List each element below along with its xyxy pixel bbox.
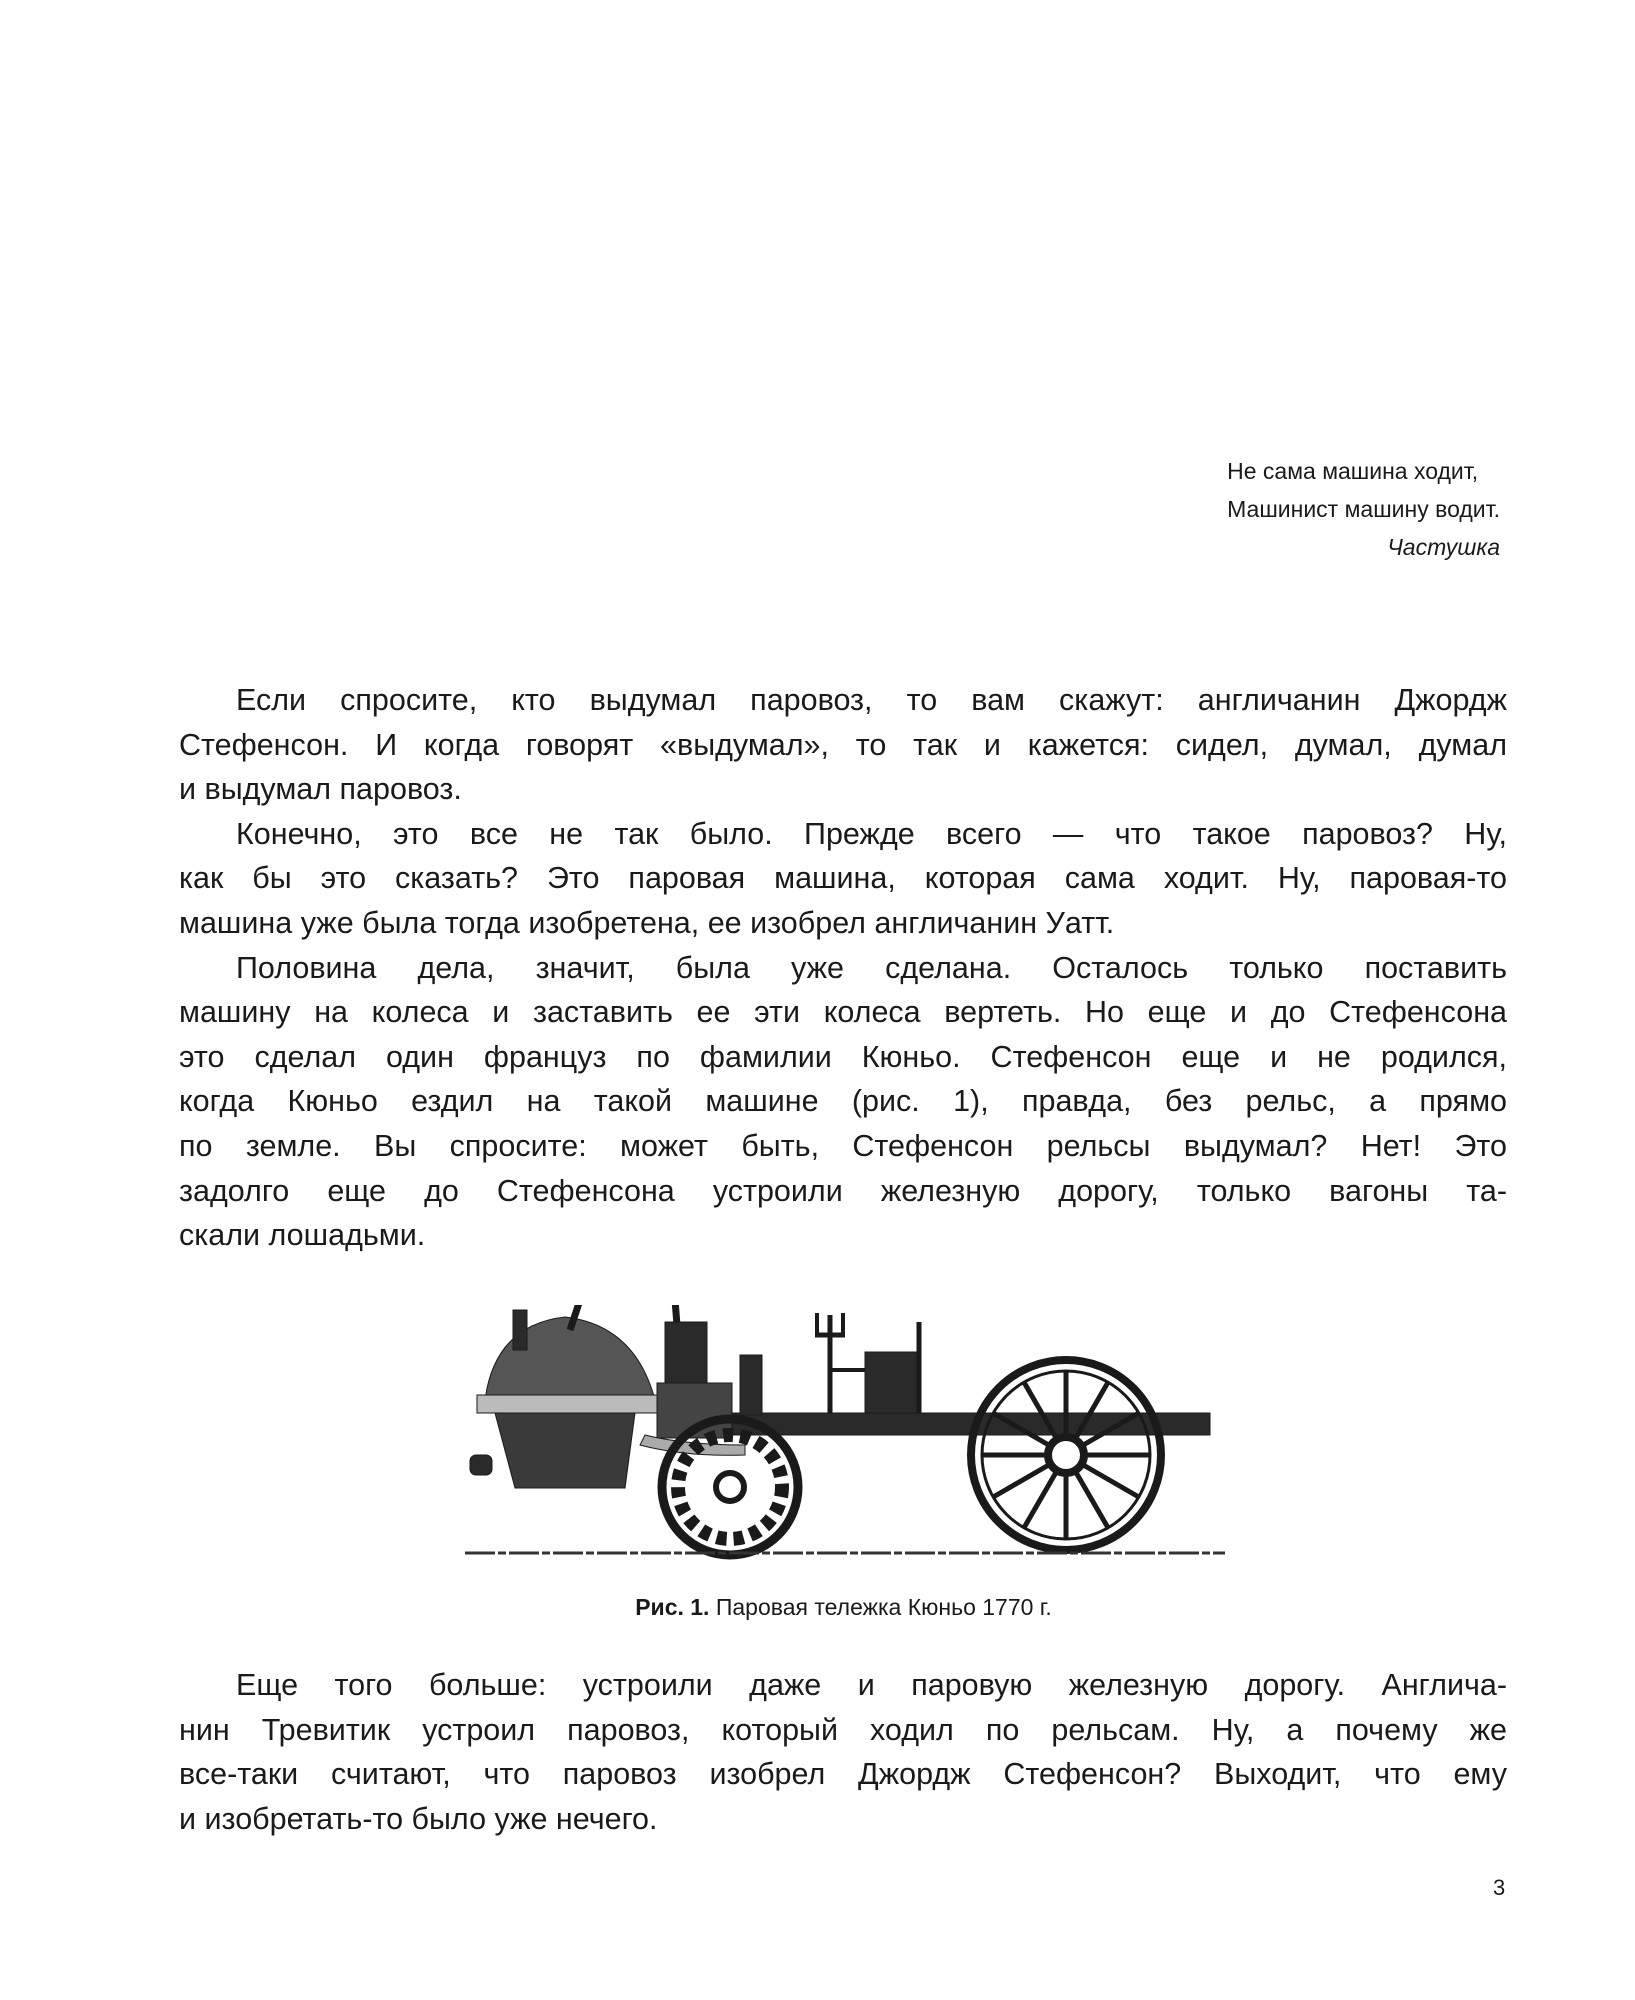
epigraph-line: Не сама машина ходит, (1227, 458, 1479, 484)
text-line: машину на колеса и заставить ее эти колеса вертеть. Но еще и до Стефенсона (179, 995, 1507, 1030)
text-line: нин Тревитик устроил паровоз, который ходил по рельсам. Ну, а почему же (179, 1712, 1507, 1747)
figure-caption-text: Паровая тележка Кюньо 1770 г. (715, 1594, 1052, 1620)
text-line: когда Кюньо ездил на такой машине (рис. 1), правда, без рельс, а прямо (179, 1084, 1507, 1119)
piston-block (740, 1355, 762, 1415)
text-line: и изобретать-то было уже нечего. (179, 1801, 658, 1836)
seat-box (865, 1352, 918, 1413)
text-line: Стефенсон. И когда говорят «выдумал», то так и кажется: сидел, думал, думал (179, 727, 1507, 762)
text-line: задолго еще до Стефенсона устроили железную дорогу, только вагоны та- (179, 1173, 1507, 1208)
text-line: и выдумал паровоз. (179, 772, 462, 807)
figure-label: Рис. 1. (635, 1594, 710, 1620)
body-text-bottom (179, 1663, 1507, 1841)
body-text-top (179, 678, 1507, 1258)
text-line: Конечно, это все не так было. Прежде всего — что такое паровоз? Ну, (236, 816, 1507, 851)
text-line: как бы это сказать? Это паровая машина, которая сама ходит. Ну, паровая-то (179, 861, 1507, 896)
epigraph-line: Машинист машину водит. (1227, 496, 1500, 522)
epigraph (1227, 452, 1500, 566)
epigraph-source: Частушка (1387, 534, 1500, 560)
rear-wheel (971, 1360, 1161, 1550)
fire-door (470, 1455, 492, 1475)
boiler-rim (477, 1395, 662, 1413)
text-line: по земле. Вы спросите: может быть, Стефенсон рельсы выдумал? Нет! Это (179, 1128, 1507, 1163)
text-line: Еще того больше: устроили даже и паровую железную дорогу. Англича- (236, 1668, 1507, 1702)
text-line: Если спросите, кто выдумал паровоз, то вам скажут: англичанин Джордж (236, 683, 1507, 717)
steam-carriage-illustration (465, 1305, 1225, 1565)
text-line: это сделал один француз по фамилии Кюньо. Стефенсон еще и не родился, (179, 1039, 1507, 1074)
boiler-pot (495, 1413, 635, 1488)
page-number: 3 (1493, 1875, 1506, 1900)
text-line: скали лошадьми. (179, 1218, 426, 1253)
chimney (513, 1310, 527, 1350)
text-line: Половина дела, значит, была уже сделана. Осталось только поставить (236, 950, 1507, 985)
text-line: машина уже была тогда изобретена, ее изобрел англичанин Уатт. (179, 905, 1115, 940)
text-line: все-таки считают, что паровоз изобрел Джордж Стефенсон? Выходит, что ему (179, 1757, 1507, 1792)
figure-caption (0, 1594, 1635, 1621)
front-wheel (662, 1419, 798, 1555)
cylinder (665, 1322, 707, 1387)
